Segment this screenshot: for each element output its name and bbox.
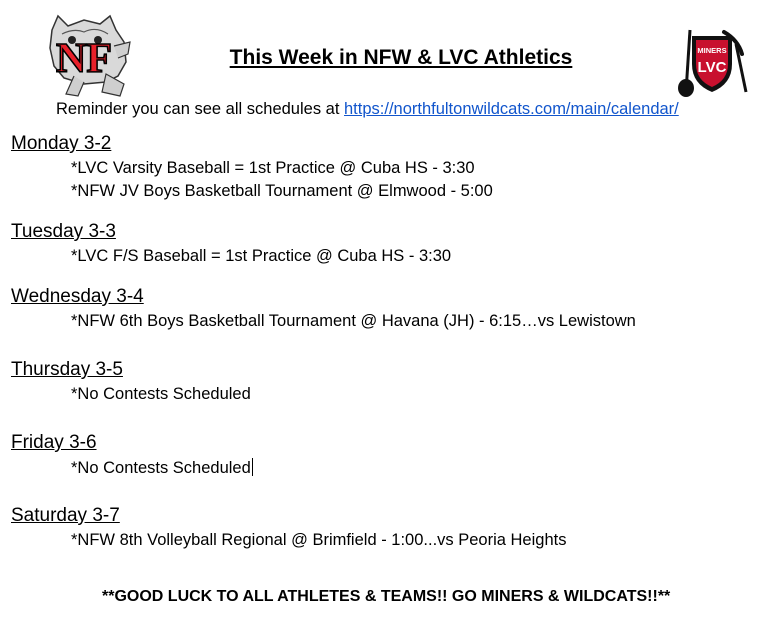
event-item-with-cursor[interactable] [71, 458, 253, 478]
page-title: This Week in NFW & LVC Athletics [229, 46, 573, 69]
reminder-text: Reminder you can see all schedules at [56, 100, 344, 118]
footer-message: **GOOD LUCK TO ALL ATHLETES & TEAMS!! GO MINERS & WILDCATS!!** [102, 588, 671, 605]
event-item: *LVC Varsity Baseball = 1st Practice @ Cuba HS - 3:30 [71, 159, 475, 177]
day-heading: Saturday 3-7 [11, 505, 120, 526]
event-item: *NFW 8th Volleyball Regional @ Brimfield - 1:00...vs Peoria Heights [71, 531, 567, 549]
day-heading: Wednesday 3-4 [11, 286, 144, 307]
event-item: *LVC F/S Baseball = 1st Practice @ Cuba HS - 3:30 [71, 247, 452, 265]
reminder-line [56, 100, 679, 119]
day-heading: Tuesday 3-3 [11, 221, 116, 242]
day-heading: Thursday 3-5 [11, 359, 123, 380]
lvc-miners-logo [676, 22, 748, 98]
event-item: *NFW JV Boys Basketball Tournament @ Elmwood - 5:00 [71, 182, 493, 200]
day-heading: Monday 3-2 [11, 133, 112, 154]
calendar-link[interactable]: https://northfultonwildcats.com/main/calendar/ [344, 100, 679, 118]
event-text: *No Contests Scheduled [71, 459, 251, 477]
event-item: *NFW 6th Boys Basketball Tournament @ Havana (JH) - 6:15…vs Lewistown [71, 312, 636, 330]
lvc-text: LVC [697, 59, 727, 76]
nf-letters: NF [56, 36, 112, 82]
text-cursor [252, 458, 254, 476]
day-heading: Friday 3-6 [11, 432, 97, 453]
miners-text: MINERS [697, 46, 727, 55]
event-item: *No Contests Scheduled [71, 385, 251, 403]
miners-shield-icon [676, 22, 748, 98]
